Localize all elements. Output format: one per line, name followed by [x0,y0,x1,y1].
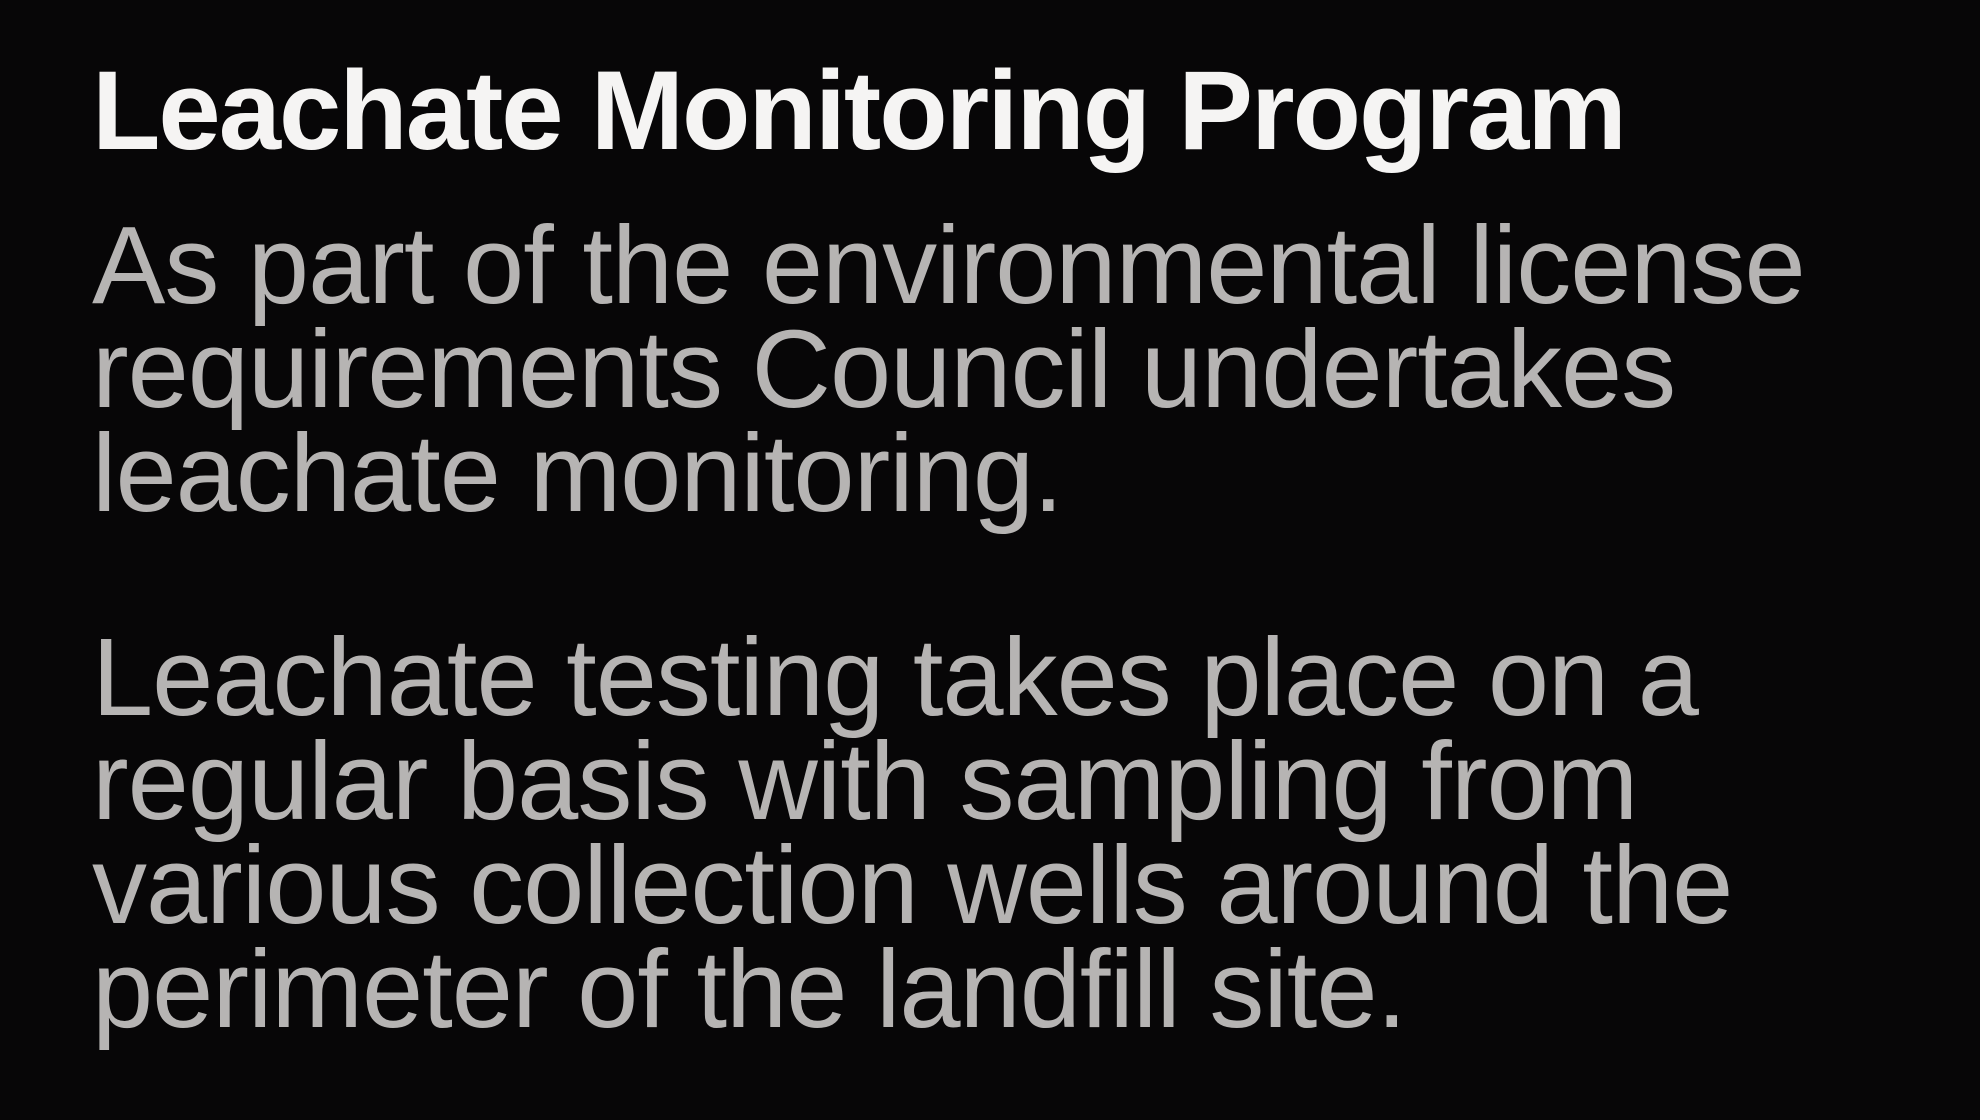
text-line: As part of the environmental license [92,204,1805,327]
text-line: perimeter of the landfill site. [92,928,1407,1051]
paragraph-intro [92,204,1940,535]
text-line: various collection wells around the [92,824,1733,947]
text-line: requirements Council undertakes [92,308,1676,431]
text-line: leachate monitoring. [92,412,1063,535]
paragraph-testing [92,616,1940,1051]
text-line: regular basis with sampling from [92,720,1638,843]
text-line: Leachate testing takes place on a [92,616,1698,739]
page-title: Leachate Monitoring Program [92,48,1625,173]
